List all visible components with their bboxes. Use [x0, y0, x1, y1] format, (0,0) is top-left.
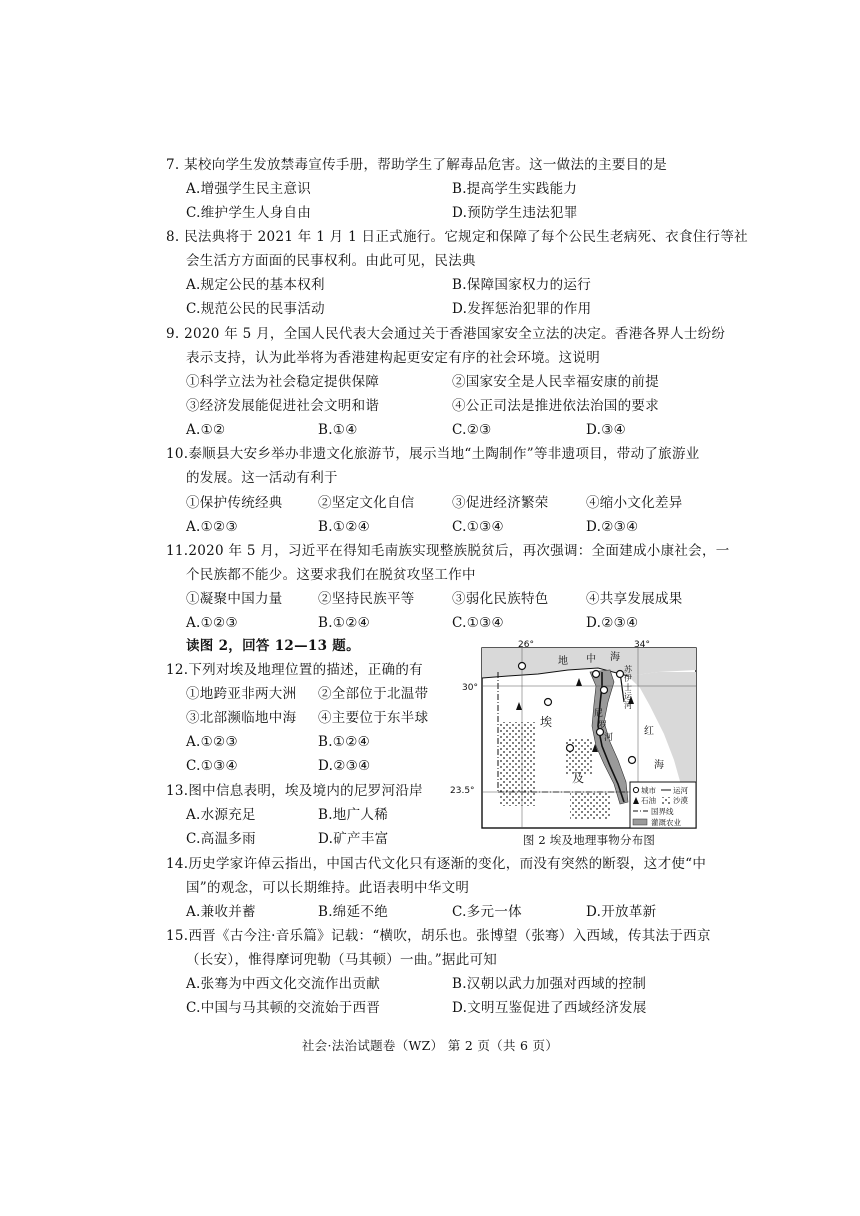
city-marker — [519, 663, 526, 670]
map-caption: 图 2 埃及地理事物分布图 — [522, 833, 656, 847]
q15-stem-line2: （长安），惟得摩诃兜勒（马其顿）一曲。”据此可知 — [186, 952, 498, 968]
legend-desert-icon — [661, 797, 671, 804]
q15-option-a: A.张骞为中西文化交流作出贡献 — [186, 976, 381, 992]
q11-statement-4: ④共享发展成果 — [586, 591, 683, 607]
q12-stem: 12.下列对埃及地理位置的描述，正确的有 — [166, 662, 423, 678]
legend-border-label: 国界线 — [651, 807, 674, 816]
nile-label-char: 河 — [604, 733, 614, 743]
q11-option-d: D.②③④ — [586, 615, 639, 631]
q10-stem-line2: 的发展。这一活动有利于 — [186, 470, 338, 486]
q11-statement-1: ①凝聚中国力量 — [186, 591, 283, 607]
q11-option-b: B.①②④ — [318, 615, 371, 631]
q12-option-b: B.①②④ — [318, 734, 371, 750]
sea-label-char: 海 — [610, 652, 620, 663]
q12-statement-1: ①地跨亚非两大洲 — [186, 686, 297, 702]
q7-option-c: C.维护学生人身自由 — [186, 205, 312, 221]
q14-option-a: A.兼收并蓄 — [186, 904, 256, 920]
q14-stem-line2: 国”的观念，可以长期维持。此语表明中华文明 — [186, 880, 470, 896]
q10-statement-3: ③促进经济繁荣 — [452, 495, 549, 511]
q7-stem: 7. 某校向学生发放禁毒宣传手册，帮助学生了解毒品危害。这一做法的主要目的是 — [166, 157, 668, 173]
q8-option-a: A.规定公民的基本权利 — [186, 277, 325, 293]
map-legend — [630, 782, 696, 828]
q12-option-a: A.①②③ — [186, 734, 238, 750]
city-marker — [601, 687, 608, 694]
q8-stem-line2: 会生活方方面面的民事权利。由此可见，民法典 — [186, 253, 476, 269]
lat-label-23-5: 23.5° — [450, 786, 475, 796]
q15-option-c: C.中国与马其顿的交流始于西晋 — [186, 1000, 381, 1016]
q9-stem-line2: 表示支持，认为此举将为香港建构起更安定有序的社会环境。这说明 — [186, 350, 600, 366]
q12-statement-4: ④主要位于东半球 — [318, 710, 429, 726]
q15-option-d: D.文明互鉴促进了西域经济发展 — [452, 1000, 647, 1016]
q11-option-a: A.①②③ — [186, 615, 238, 631]
q8-option-b: B.保障国家权力的运行 — [452, 277, 592, 293]
q9-option-c: C.②③ — [452, 422, 492, 438]
q9-option-b: B.①④ — [318, 422, 358, 438]
city-marker — [545, 699, 552, 706]
q10-stem-line1: 10.泰顺县大安乡举办非遗文化旅游节，展示当地“土陶制作”等非遗项目，带动了旅游业 — [166, 446, 700, 462]
city-marker — [593, 671, 600, 678]
central-desert — [566, 738, 592, 774]
canal-label-char: 河 — [624, 701, 632, 710]
q12-option-c: C.①③④ — [186, 758, 238, 774]
read-figure-instruction: 读图 2，回答 12—13 题。 — [186, 638, 360, 654]
q10-statement-2: ②坚定文化自信 — [318, 495, 415, 511]
q14-option-c: C.多元一体 — [452, 904, 522, 920]
q14-stem-line1: 14.历史学家许倬云指出，中国古代文化只有逐渐的变化，而没有突然的断裂，这才使“中 — [166, 856, 707, 872]
q14-option-d: D.开放革新 — [586, 904, 657, 920]
egypt-label-char: 及 — [572, 771, 585, 785]
q7-option-d: D.预防学生违法犯罪 — [452, 205, 578, 221]
q12-option-d: D.②③④ — [318, 758, 371, 774]
q14-option-b: B.绵延不绝 — [318, 904, 389, 920]
q15-option-b: B.汉朝以武力加强对西域的控制 — [452, 976, 647, 992]
q12-statement-2: ②全部位于北温带 — [318, 686, 429, 702]
canal-label-char: 运 — [624, 692, 632, 701]
q13-option-c: C.高温多雨 — [186, 831, 256, 847]
lon-label-34: 34° — [634, 640, 650, 650]
southern-desert — [570, 792, 610, 820]
legend-irrigation-icon — [633, 819, 647, 825]
red-sea-label-char: 红 — [644, 726, 654, 737]
q11-stem-line2: 个民族都不能少。这要求我们在脱贫攻坚工作中 — [186, 567, 476, 583]
q10-option-b: B.①②④ — [318, 519, 371, 535]
canal-label-char: 苏 — [624, 665, 632, 674]
q10-option-d: D.②③④ — [586, 519, 639, 535]
q13-option-d: D.矿产丰富 — [318, 831, 389, 847]
q15-stem-line1: 15.西晋《古今注·音乐篇》记载：“横吹，胡乐也。张博望（张骞）入西域，传其法于西京 — [166, 928, 711, 944]
q11-statement-2: ②坚持民族平等 — [318, 591, 415, 607]
red-sea-label-char: 海 — [654, 760, 664, 771]
legend-irrigation-label: 灌溉农业 — [651, 818, 681, 827]
q8-option-d: D.发挥惩治犯罪的作用 — [452, 301, 592, 317]
q13-option-b: B.地广人稀 — [318, 807, 389, 823]
q9-option-a: A.①② — [186, 422, 226, 438]
legend-city-label: 城市 — [641, 786, 656, 795]
city-marker — [567, 745, 574, 752]
q12-statement-3: ③北部濒临地中海 — [186, 710, 297, 726]
page-footer: 社会·法治试题卷（WZ） 第 2 页（共 6 页） — [301, 1038, 559, 1053]
city-marker — [617, 671, 624, 678]
q13-stem: 13.图中信息表明，埃及境内的尼罗河沿岸 — [166, 783, 423, 799]
canal-label-char: 伊 — [624, 674, 632, 683]
q10-statement-1: ①保护传统经典 — [186, 495, 283, 511]
q9-statement-3: ③经济发展能促进社会文明和谐 — [186, 398, 380, 414]
q9-stem-line1: 9. 2020 年 5 月，全国人民代表大会通过关于香港国家安全立法的决定。香港各界人士纷纷 — [166, 326, 726, 342]
sea-label-char: 中 — [586, 654, 596, 665]
q11-option-c: C.①③④ — [452, 615, 504, 631]
q10-option-c: C.①③④ — [452, 519, 504, 535]
city-marker — [629, 757, 636, 764]
q8-option-c: C.规范公民的民事活动 — [186, 301, 325, 317]
legend-canal-label: 运河 — [673, 786, 688, 795]
egypt-label-char: 埃 — [540, 715, 553, 729]
western-desert — [500, 722, 536, 806]
q7-option-a: A.增强学生民主意识 — [186, 181, 312, 197]
q8-stem-line1: 8. 民法典将于 2021 年 1 月 1 日正式施行。它规定和保障了每个公民生老病死、衣食住行等社 — [166, 229, 748, 245]
nile-label-char: 尼 — [594, 709, 604, 719]
legend-city-icon — [633, 787, 638, 792]
q9-statement-1: ①科学立法为社会稳定提供保障 — [186, 374, 380, 390]
q7-option-b: B.提高学生实践能力 — [452, 181, 578, 197]
q10-statement-4: ④缩小文化差异 — [586, 495, 683, 511]
lon-label-26: 26° — [518, 640, 534, 650]
egypt-map-figure — [450, 640, 700, 830]
legend-oil-label: 石油 — [641, 796, 656, 805]
sea-label-char: 地 — [558, 656, 568, 667]
q11-stem-line1: 11.2020 年 5 月，习近平在得知毛南族实现整族脱贫后，再次强调：全面建成小康社会，一 — [166, 543, 730, 559]
q10-option-a: A.①②③ — [186, 519, 238, 535]
canal-label-char: 士 — [624, 683, 632, 692]
q9-statement-2: ②国家安全是人民幸福安康的前提 — [452, 374, 659, 390]
q11-statement-3: ③弱化民族特色 — [452, 591, 549, 607]
lat-label-30: 30° — [462, 683, 478, 693]
legend-desert-label: 沙漠 — [673, 796, 688, 805]
nile-label-char: 罗 — [598, 721, 608, 731]
q9-statement-4: ④公正司法是推进依法治国的要求 — [452, 398, 659, 414]
q13-option-a: A.水源充足 — [186, 807, 256, 823]
q9-option-d: D.③④ — [586, 422, 627, 438]
